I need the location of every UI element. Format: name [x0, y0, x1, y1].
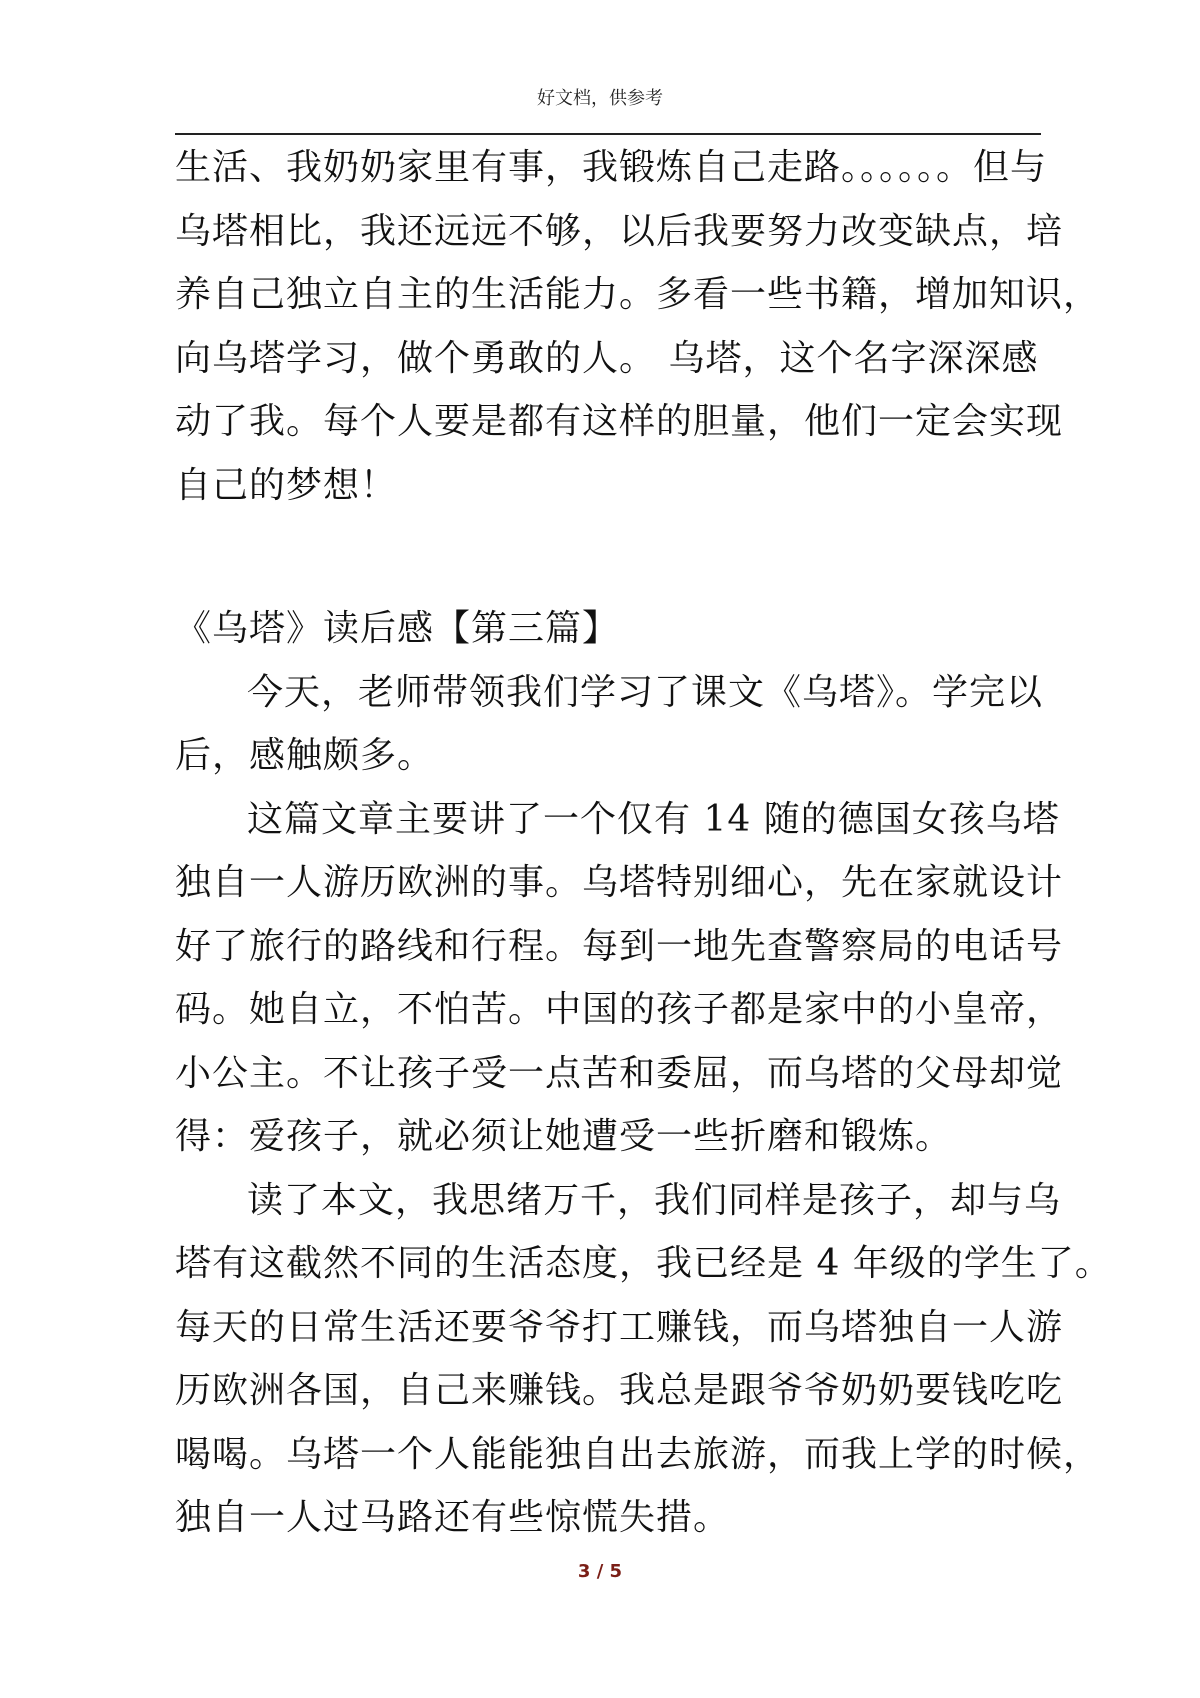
section-title: 《乌塔》读后感【第三篇】 [175, 608, 620, 649]
text-line: 历欧洲各国，自己来赚钱。我总是跟爷爷奶奶要钱吃吃 [175, 1370, 1064, 1411]
text-line: 得：爱孩子，就必须让她遭受一些折磨和锻炼。 [175, 1116, 953, 1157]
header-divider [175, 133, 1041, 135]
text-line: 喝喝。乌塔一个人能能独自出去旅游，而我上学的时候， [175, 1433, 1101, 1475]
text-line: 独自一人游历欧洲的事。乌塔特别细心，先在家就设计 [175, 862, 1064, 903]
text-line: 每天的日常生活还要爷爷打工赚钱，而乌塔独自一人游 [175, 1306, 1064, 1348]
text-line: 独自一人过马路还有些惊慌失措。 [175, 1497, 731, 1538]
text-line: 向乌塔学习，做个勇敢的人。 乌塔，这个名字深深感 [175, 337, 1039, 379]
document-body [175, 136, 1112, 1550]
text-line: 动了我。每个人要是都有这样的胆量，他们一定会实现 [175, 401, 1064, 442]
text-line: 自己的梦想！ [175, 464, 398, 506]
text-line: 乌塔相比，我还远远不够，以后我要努力改变缺点，培 [175, 210, 1064, 252]
text-line: 好了旅行的路线和行程。每到一地先查警察局的电话号 [175, 925, 1064, 967]
section-gap [175, 517, 1075, 597]
text-line: 后，感触颇多。 [175, 735, 435, 776]
text-line: 小公主。不让孩子受一点苦和委屈，而乌塔的父母却觉 [175, 1052, 1064, 1094]
paragraph-first-line: 读了本文，我思绪万千，我们同样是孩子，却与乌 [247, 1179, 1062, 1221]
text-line: 塔有这截然不同的生活态度，我已经是 4 年级的学生了。 [175, 1243, 1112, 1284]
page-header: 好文档，供参考 [537, 88, 663, 109]
text-line: 生活、我奶奶家里有事，我锻炼自己走路。。。。。。但与 [175, 147, 1048, 188]
text-line: 码。她自立，不怕苦。中国的孩子都是家中的小皇帝， [175, 989, 1064, 1030]
paragraph-first-line: 这篇文章主要讲了一个仅有 14 随的德国女孩乌塔 [247, 798, 1060, 840]
page-number: 3 / 5 [577, 1561, 623, 1582]
paragraph-first-line: 今天，老师带领我们学习了课文《乌塔》。学完以 [247, 671, 1044, 713]
text-line: 养自己独立自主的生活能力。多看一些书籍，增加知识， [175, 274, 1101, 315]
